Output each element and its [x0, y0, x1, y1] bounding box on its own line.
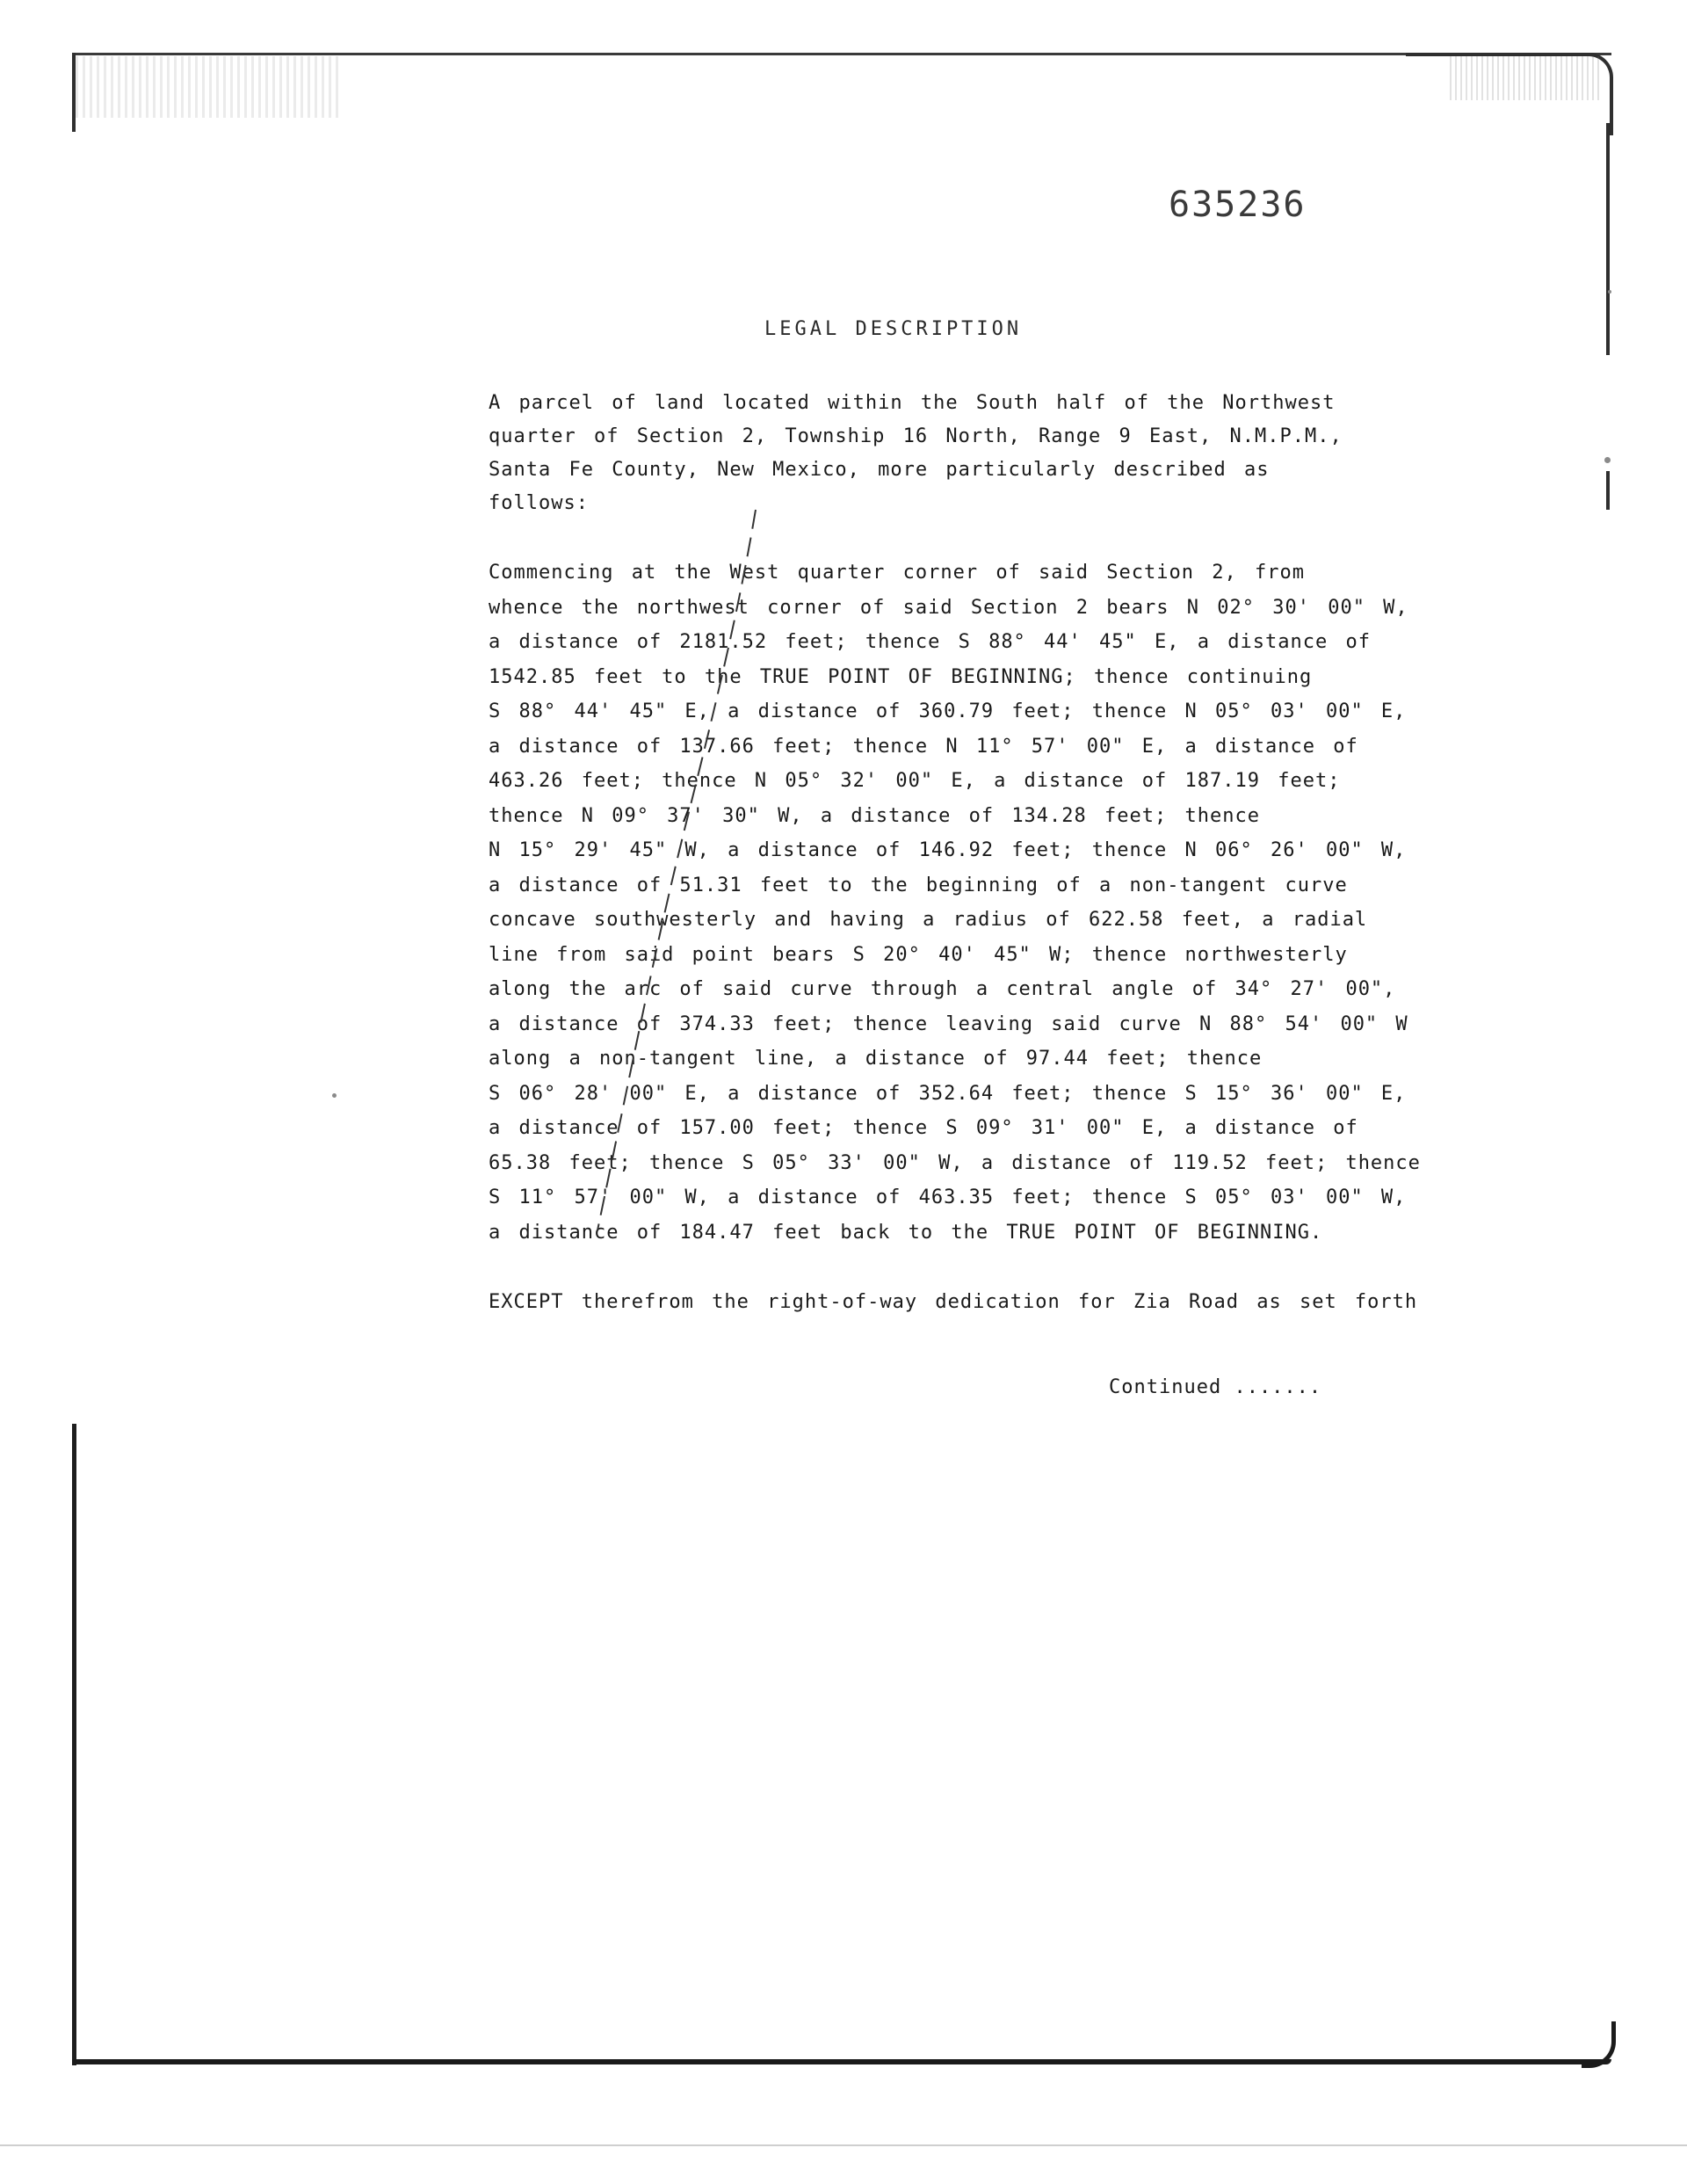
scan-border-bottom: [72, 2059, 1611, 2064]
continued-marker: Continued .......: [1109, 1376, 1322, 1398]
text-line: 463.26 feet; thence N 05° 32' 00" E, a distance of 187.19 feet;: [489, 770, 1341, 792]
scan-speck: [1604, 457, 1611, 463]
text-line: thence N 09° 37' 30" W, a distance of 134.28 feet; thence: [489, 804, 1260, 827]
scan-border-right: [1606, 123, 1610, 2057]
scan-noise: [76, 56, 339, 118]
text-line: S 88° 44' 45" E, a distance of 360.79 feet; thence N 05° 03' 00" E,: [489, 700, 1407, 722]
document-title: LEGAL DESCRIPTION: [764, 318, 1023, 340]
scan-speck: [1608, 290, 1611, 294]
text-line: quarter of Section 2, Township 16 North, Range 9 East, N.M.P.M.,: [489, 425, 1343, 447]
text-line: 65.38 feet; thence S 05° 33' 00" W, a distance of 119.52 feet; thence: [489, 1151, 1421, 1174]
text-line: S 06° 28' 00" E, a distance of 352.64 feet; thence S 15° 36' 00" E,: [489, 1082, 1407, 1105]
text-line: A parcel of land located within the South half of the Northwest: [489, 392, 1336, 414]
text-line: concave southwesterly and having a radius of 622.58 feet, a radial: [489, 909, 1368, 931]
scan-speck: [332, 1093, 337, 1098]
text-line: EXCEPT therefrom the right-of-way dedication for Zia Road as set forth: [489, 1291, 1418, 1313]
text-line: Commencing at the West quarter corner of said Section 2, from: [489, 562, 1305, 584]
text-line: a distance of 2181.52 feet; thence S 88° 44' 45" E, a distance of: [489, 631, 1371, 653]
text-line: a distance of 137.66 feet; thence N 11° 57' 00" E, a distance of: [489, 735, 1358, 758]
text-line: a distance of 51.31 feet to the beginning of a non-tangent curve: [489, 874, 1348, 896]
text-line: line from said point bears S 20° 40' 45" W; thence northwesterly: [489, 943, 1348, 966]
text-line: along the arc of said curve through a central angle of 34° 27' 00",: [489, 978, 1396, 1000]
text-line: N 15° 29' 45" W, a distance of 146.92 feet; thence N 06° 26' 00" W,: [489, 839, 1407, 861]
text-line: along a non-tangent line, a distance of 97.44 feet; thence: [489, 1048, 1263, 1070]
scan-noise: [1450, 56, 1599, 100]
except-paragraph: [489, 1285, 1418, 1320]
text-line: a distance of 184.47 feet back to the TRUE POINT OF BEGINNING.: [489, 1221, 1323, 1244]
document-number: 635236: [1169, 185, 1307, 225]
scan-border-left-bottom: [72, 1424, 76, 2065]
text-line: whence the northwest corner of said Section 2 bears N 02° 30' 00" W,: [489, 596, 1408, 619]
text-line: a distance of 157.00 feet; thence S 09° 31' 00" E, a distance of: [489, 1117, 1358, 1139]
text-line: 1542.85 feet to the TRUE POINT OF BEGINNING; thence continuing: [489, 665, 1313, 688]
text-line: S 11° 57' 00" W, a distance of 463.35 feet; thence S 05° 03' 00" W,: [489, 1186, 1407, 1208]
pen-stroke: [562, 492, 791, 1248]
text-line: follows:: [489, 492, 589, 514]
text-line: Santa Fe County, New Mexico, more particularly described as: [489, 459, 1270, 481]
page-edge: [0, 2144, 1687, 2146]
text-line: a distance of 374.33 feet; thence leaving said curve N 88° 54' 00" W: [489, 1012, 1408, 1035]
